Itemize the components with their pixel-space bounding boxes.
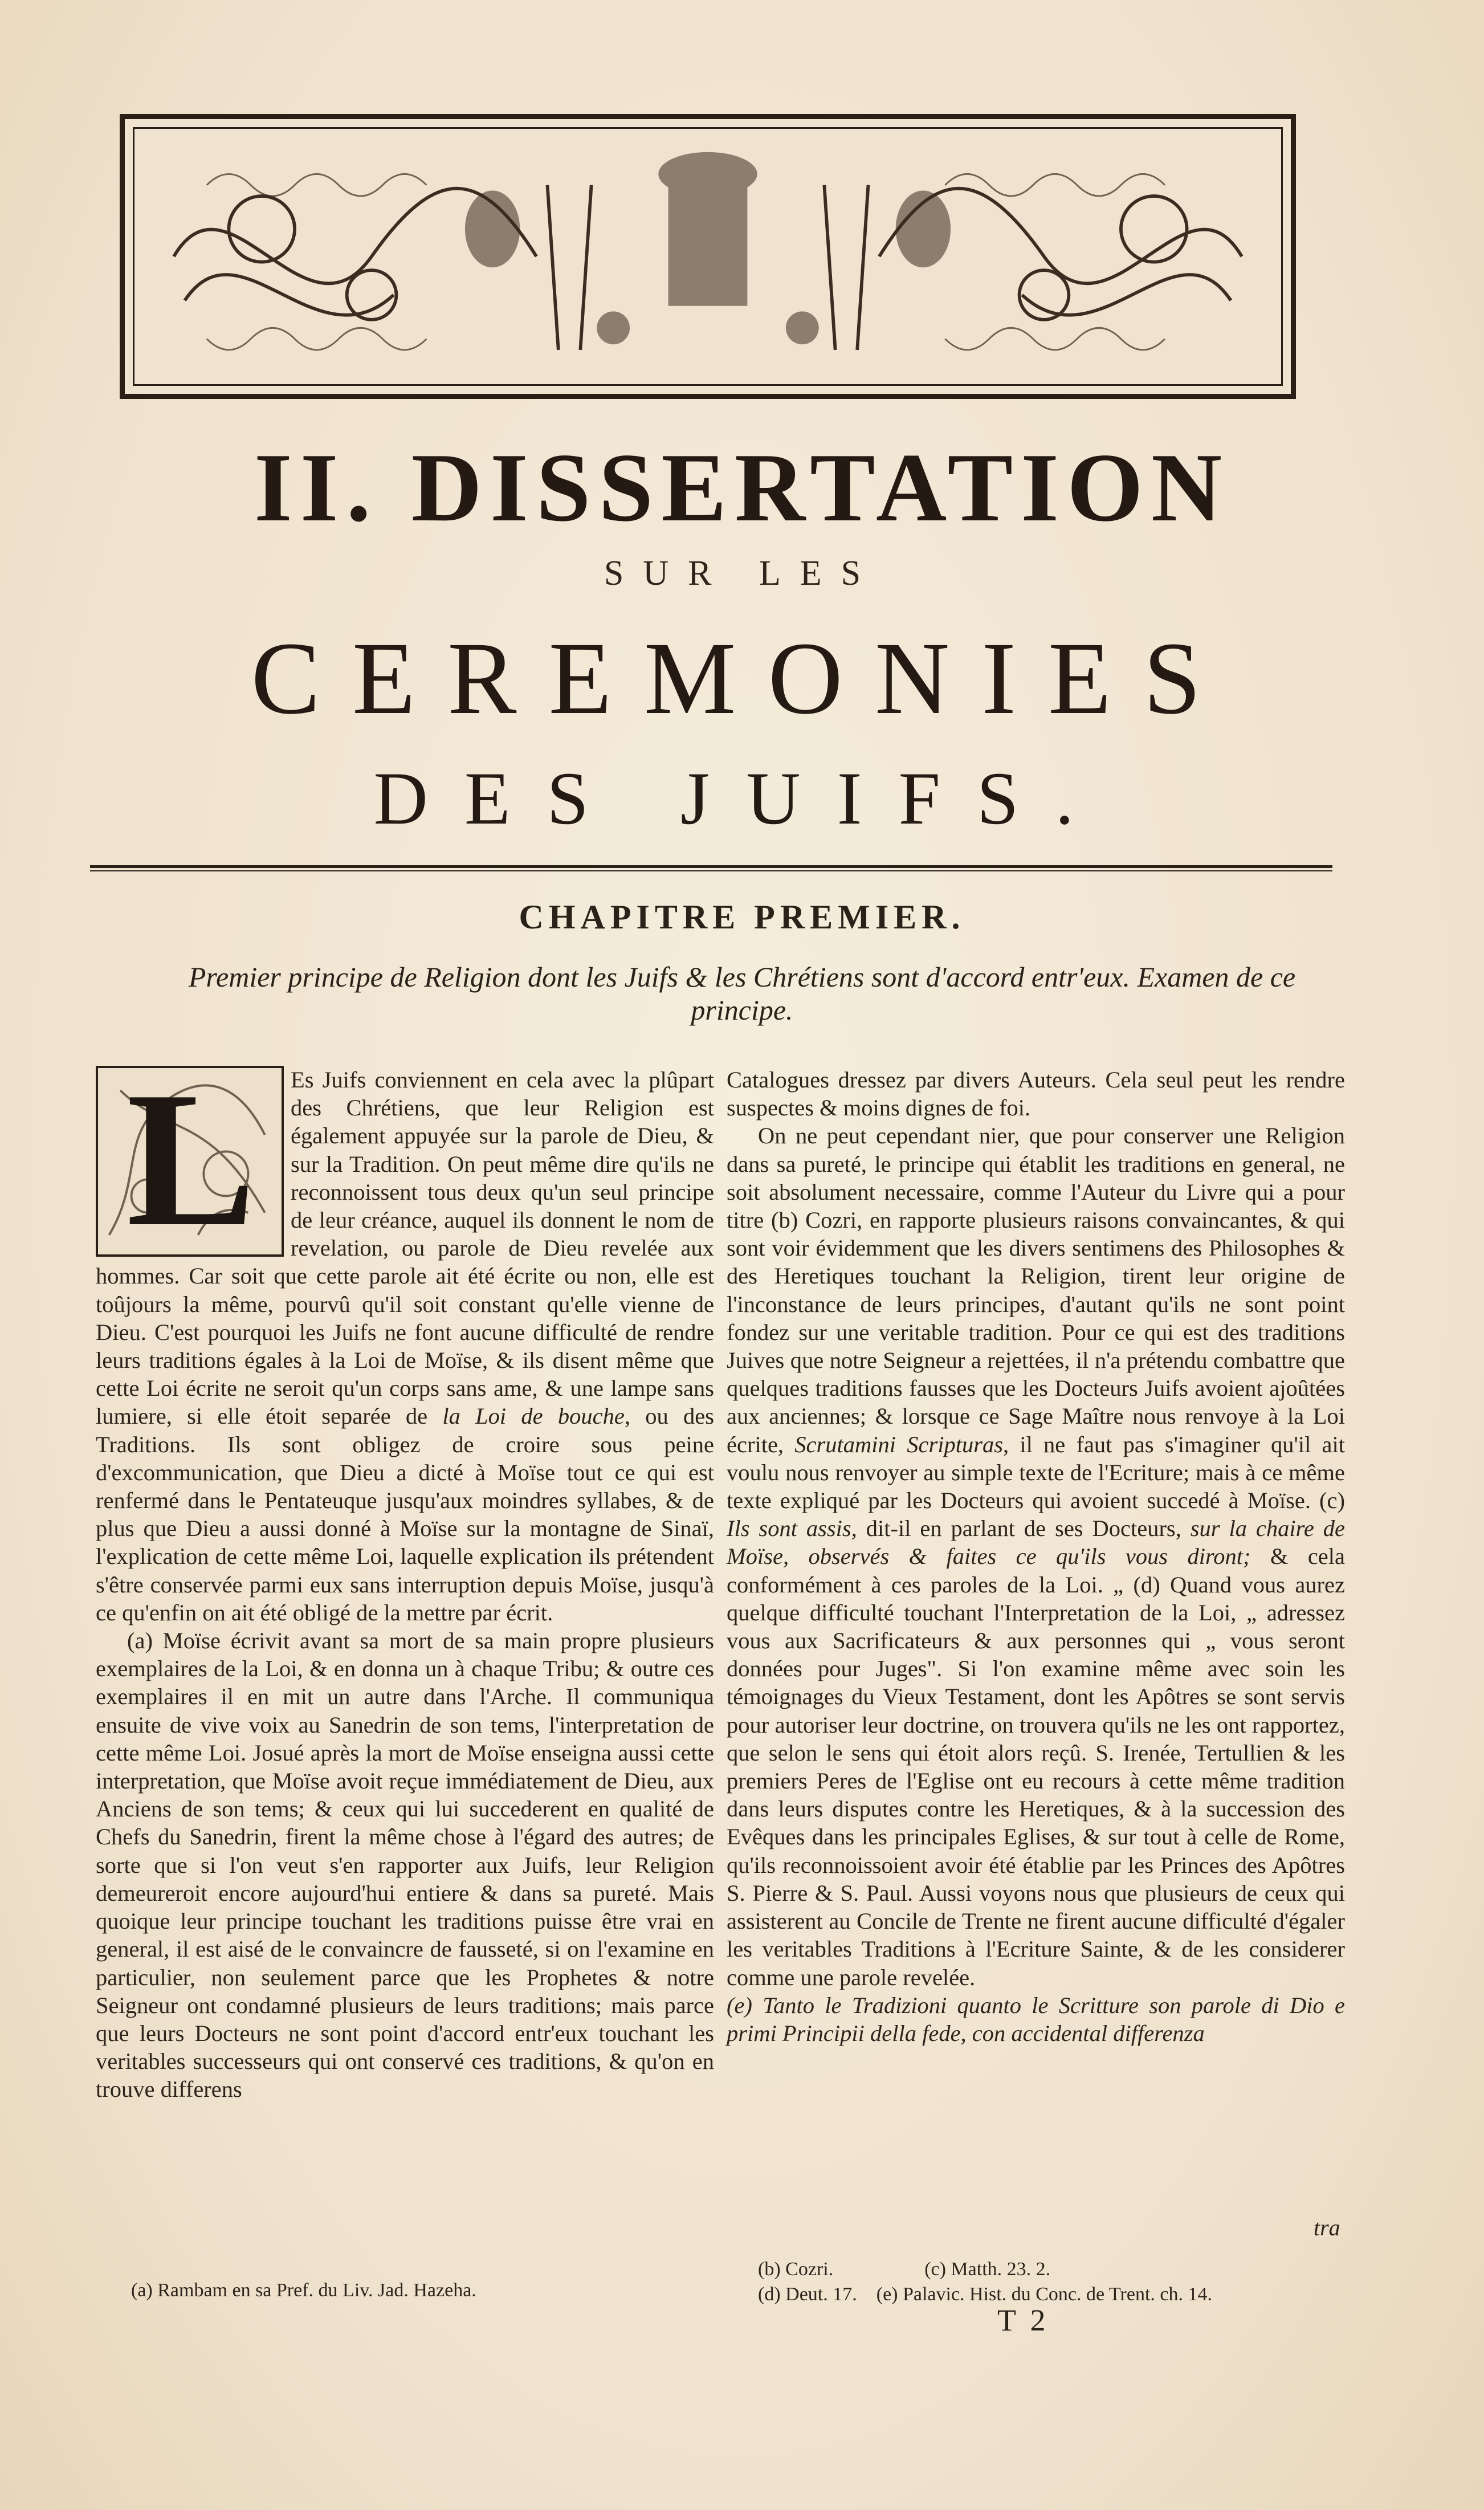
dropcap-ornament (96, 1052, 284, 1266)
title-line-des-juifs: DES JUIFS. (373, 756, 1111, 840)
footnote-d: (d) Deut. 17. (758, 2284, 857, 2305)
left-column (96, 1052, 714, 2104)
right-p1-italic-3: sur la chaire de Moïse, observés & faites ce qu'ils vous diront; (727, 1515, 1346, 1570)
left-paragraph-2: (a) Moïse écrivit avant sa mort de sa main propre plusieurs exemplaires de la Loi, & en donna un à chaque Tribu; & outre ces exemplaires il en mit un autre dans l'Arche. Il communiqua ensuite de vive voix au Sanedrin de son tems, l'interpretation de cette même Loi. Josué après la mort de Moïse enseigna aussi cette interpretation, que Moïse avoit reçue immédiatement de Dieu, aux Anciens de son tems; & ceux qui lui succederent en qualité de Chefs du Sanedrin, firent la même chose à l'égard des autres; de sorte que si l'on veut s'en rapporter aux Juifs, leur Religion demeureroit encore aujourd'hui entiere & dans sa pureté. Mais quoique leur principe touchant les traditions puisse être vrai en general, il est aisé de le convaincre de fausseté, si on l'examine en particulier, non seulement parce que les Prophetes & notre Seigneur ont condamné plusieurs de leurs traditions; mais parce que leurs Docteurs ne sont point d'accord entr'eux touchant les veritables successeurs qui ont conservé ces traditions, & qu'on en trouve differens (96, 1628, 714, 2102)
footnote-e: (e) Palavic. Hist. du Conc. de Trent. ch. 14. (876, 2284, 1213, 2305)
title-line-sur-les: SUR LES (604, 554, 880, 593)
left-p1-end: , ou des Traditions. Ils sont obligez de croire sous peine d'excommunication, que Dieu a dicté à Moïse tout ce qui est renfermé dans le Pentateuque jusqu'aux moindres syllabes, & de plus que Dieu a aussi donné à Moïse sur la montagne de Sinaï, l'explication de cette même Loi, laquelle explication ils prétendent s'être conservée parmi eux sans interruption depuis Moïse, jusqu'à ce qu'enfin on ait été obligé de la mettre par écrit. (96, 1403, 714, 1625)
signature-mark: T 2 (997, 2303, 1049, 2337)
title-rule (90, 865, 1332, 871)
right-p1-mid-2: dit-il en parlant de ses Docteurs, (866, 1515, 1181, 1542)
title-line-ceremonies: CEREMONIES (251, 621, 1233, 736)
footnotes-right (758, 2257, 1212, 2307)
right-paragraph-2: (e) Tanto le Tradizioni quanto le Scritture son parole di Dio e primi Principii della fede, con accidental differenza (727, 1992, 1345, 2046)
dropcap-letter: L (127, 1052, 256, 1266)
left-p1-text: Es Juifs conviennent en cela avec la plûpart des Chrétiens, que leur Religion est également appuyée sur la parole de Dieu, & sur la Tradition. On peut même dire qu'ils ne reconnoissent tous deux qu'un seul principe de leur créance, auquel ils donnent le nom de revelation, ou parole de Dieu revelée aux hommes. Car soit que cette parole ait été écrite ou non, elle est toûjours la même, pourvû qu'il soit constant qu'elle vienne de Dieu. C'est pourquoi les Juifs ne font aucune difficulté de rendre leurs traditions égales à la Loi de Moïse, & ils disent même que cette Loi écrite ne seroit qu'un corps sans ame, & une lampe sans lumiere, si elle étoit separée de (96, 1067, 714, 1429)
chapter-subtitle: Premier principe de Religion dont les Juifs & les Chrétiens sont d'accord entr'eux. Examen de ce principe. (188, 961, 1296, 1026)
footnote-a: (a) Rambam en sa Pref. du Liv. Jad. Hazeha. (131, 2280, 476, 2301)
right-p1-mid: , il ne faut pas s'imaginer qu'il ait voulu nous renvoyer au simple texte de l'Ecriture; mais à ce même texte expliqué par les Docteurs qui avoient succedé à Moïse. (c) (727, 1431, 1346, 1514)
right-p1-text: On ne peut cependant nier, que pour conserver une Religion dans sa pureté, le principe qui établit les traditions en general, ne soit absolument necessaire, comme l'Auteur du Livre qui a pour titre (b) Cozri, en rapporte plusieurs raisons convaincantes, & qui sont voir évidemment que les divers sentimens des Philosophes & des Heretiques touchant la Religion, tirent leur origine de l'inconstance de leurs principes, d'autant qu'ils ne sont point fondez sur une veritable tradition. Pour ce qui est des traditions Juives que notre Seigneur a rejettées, il n'a prétendu combattre que quelques traditions fausses que les Docteurs Juifs avoient ajoûtées aux anciennes; & lorsque ce Sage Maître nous renvoye à la Loi écrite, (727, 1123, 1345, 1457)
right-paragraph-0: Catalogues dressez par divers Auteurs. Cela seul peut les rendre suspectes & moins dignes de foi. (727, 1067, 1345, 1121)
catchword: tra (1314, 2215, 1340, 2240)
title-line-dissertation: II. DISSERTATION (254, 434, 1230, 542)
headpiece-engraving (125, 119, 1291, 394)
footnote-b: (b) Cozri. (758, 2259, 834, 2280)
right-column (727, 1066, 1345, 2047)
footnote-c: (c) Matth. 23. 2. (924, 2259, 1051, 2280)
right-paragraph-1 (727, 1122, 1345, 1991)
chapter-heading: CHAPITRE PREMIER. (519, 898, 965, 936)
right-p1-italic-2: Ils sont assis, (727, 1515, 857, 1542)
right-p1-end: & cela conformément à ces paroles de la Loi. „ (d) Quand vous aurez quelque difficulté touchant l'Interpretation de la Loi, „ adressez vous aux Sacrificateurs & aux personnes qui „ vous seront données pour Juges". Si l'on examine même avec soin les témoignages du Vieux Testament, dont les Apôtres se sont servis pour autoriser leur doctrine, on trouvera qu'ils ne les ont rapportez, que selon le sens qui étoit alors reçû. S. Irenée, Tertullien & les premiers Peres de l'Eglise ont eu recours à cette même tradition dans leurs disputes contre les Heretiques, & à la succession des Evêques dans les principales Eglises, & sur tout à celle de Rome, qu'ils reconnoissoient avoir été établie par les Princes des Apôtres S. Pierre & S. Paul. Aussi voyons nous que plusieurs de ceux qui assisterent au Concile de Trente ne firent aucune difficulté d'égaler les veritables Traditions à l'Ecriture Sainte, & de les considerer comme une parole revelée. (727, 1543, 1346, 1990)
ornamental-headpiece (120, 114, 1296, 399)
left-p1-italic: la Loi de bouche (442, 1403, 625, 1429)
right-p1-italic-1: Scrutamini Scripturas (794, 1431, 1003, 1457)
